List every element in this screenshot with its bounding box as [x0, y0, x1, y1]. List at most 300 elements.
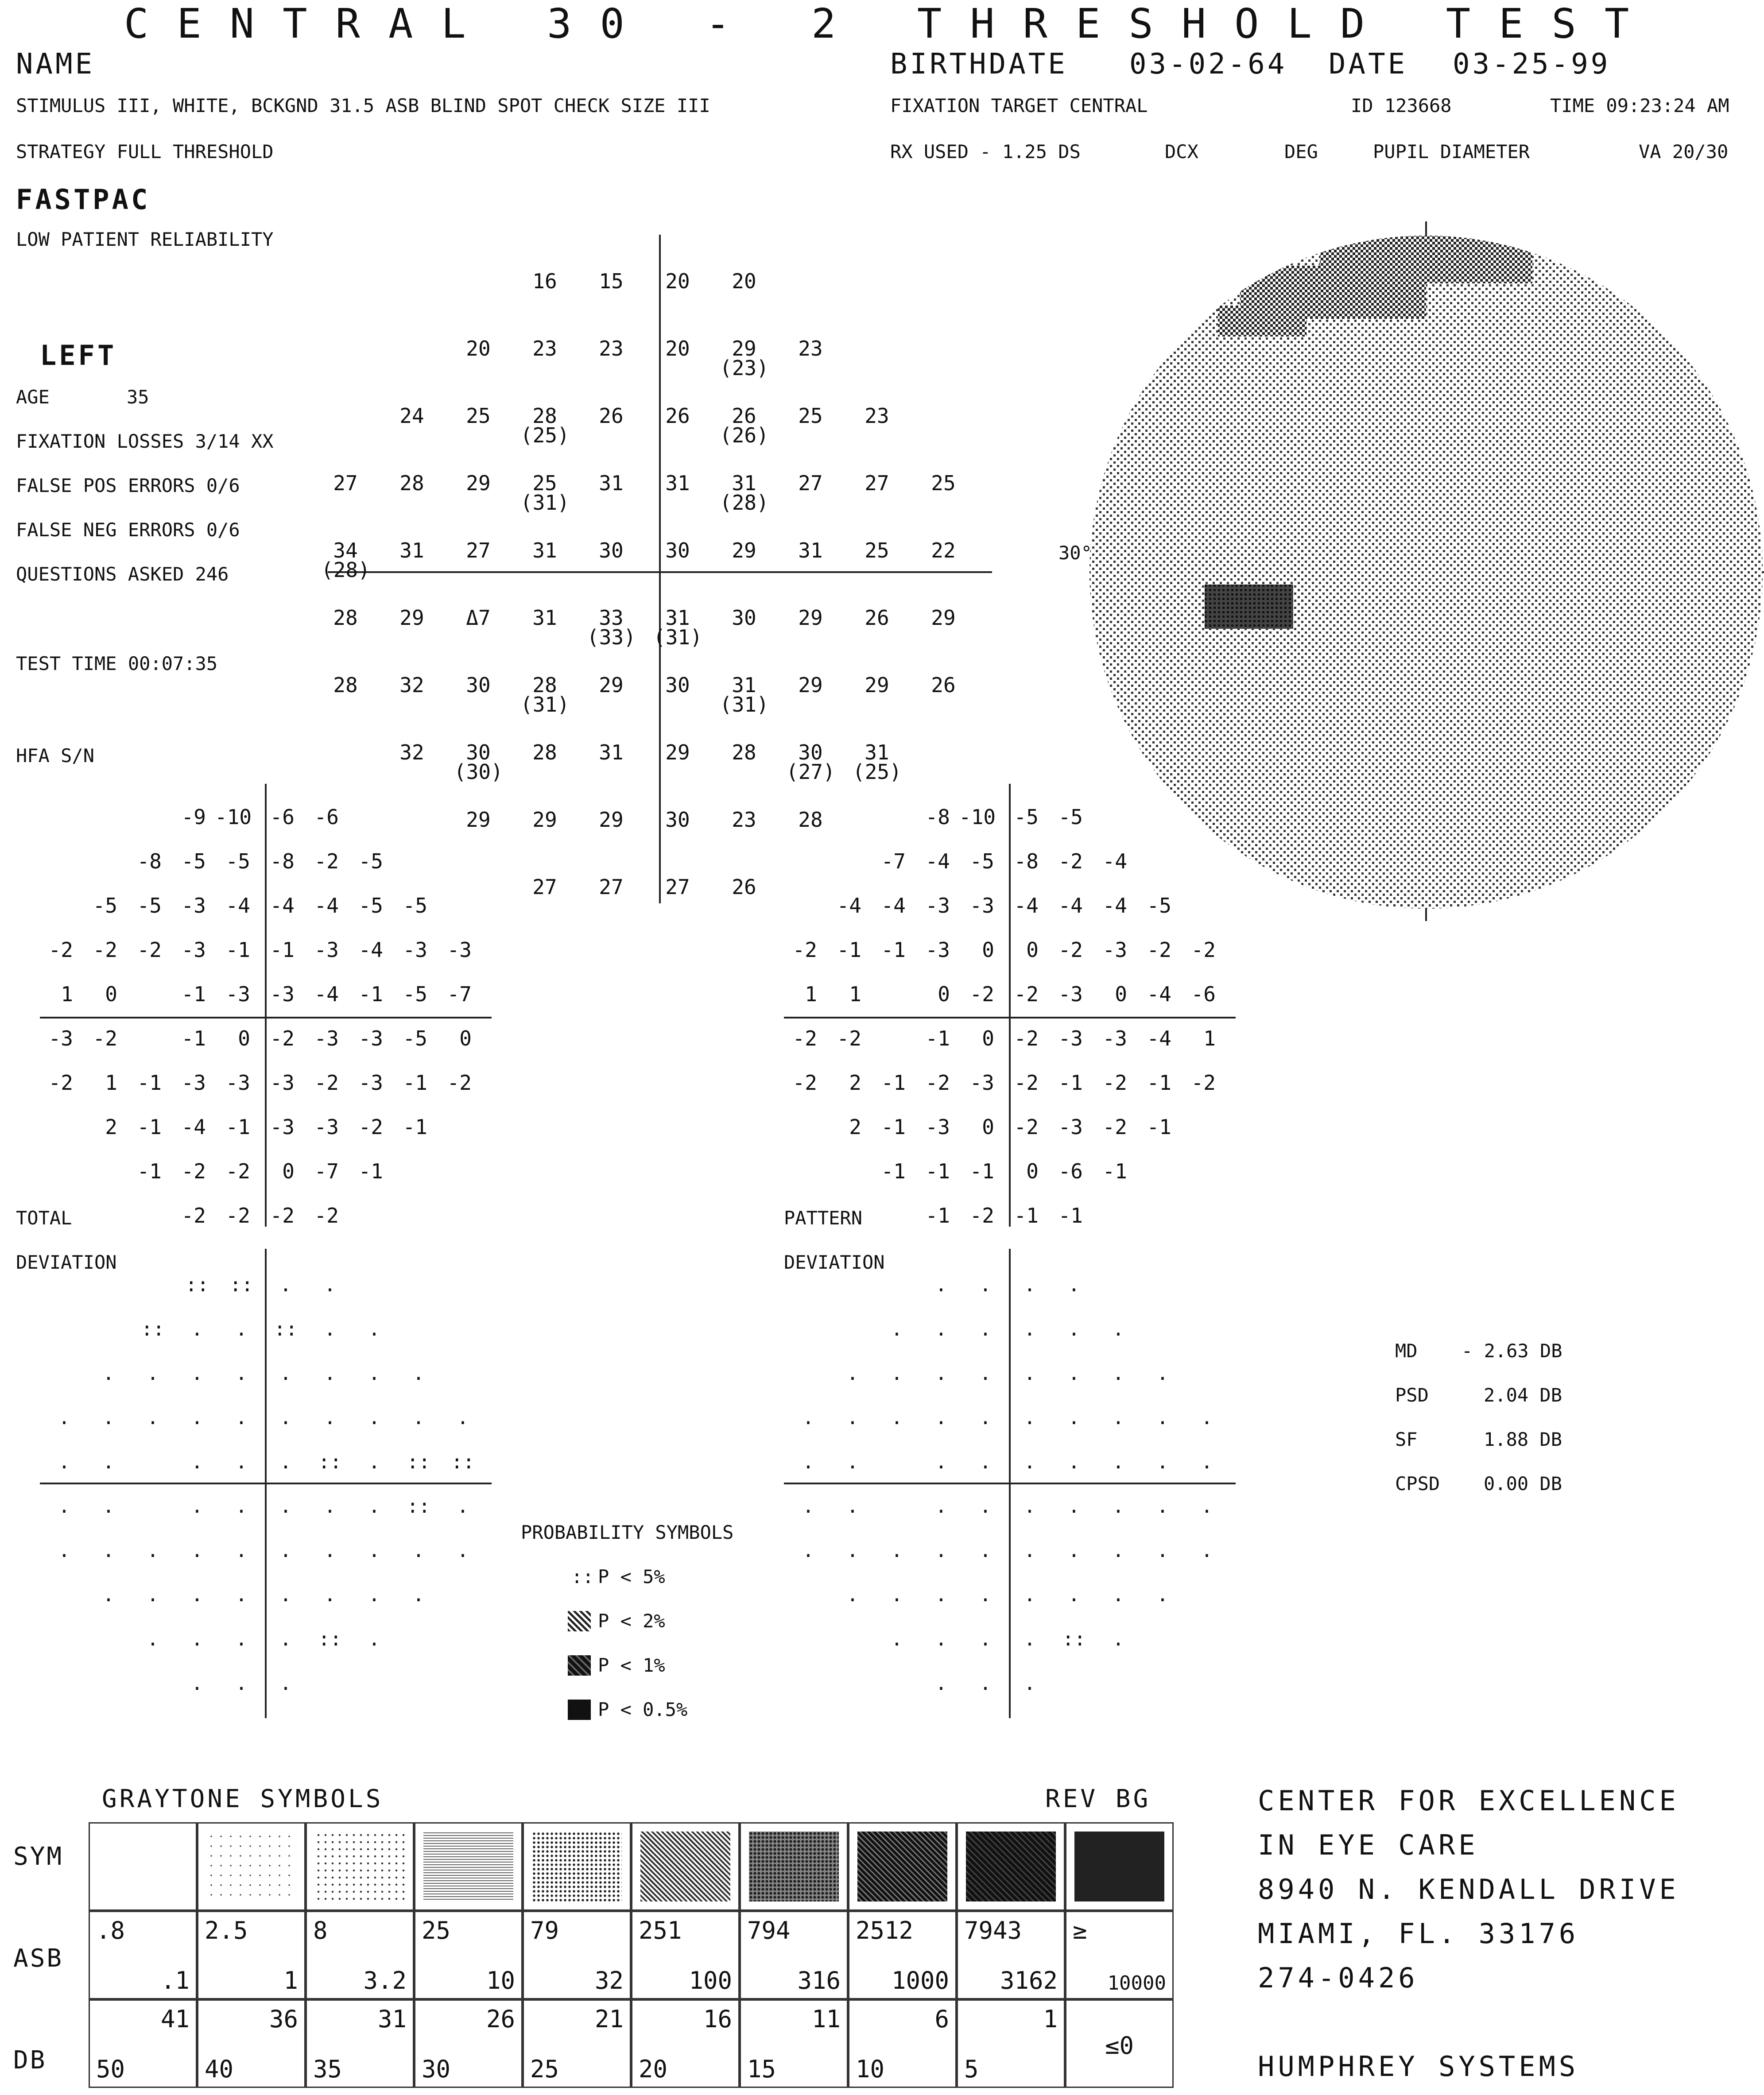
prob-normal-marker: . — [1201, 1539, 1213, 1562]
deviation-value: -4 — [270, 894, 295, 918]
threshold-value: 29 — [599, 673, 624, 697]
deviation-value: -2 — [447, 1071, 472, 1095]
deviation-value: -1 — [181, 982, 206, 1006]
prob-normal-marker: . — [1112, 1406, 1124, 1429]
total-label: TOTAL — [16, 1207, 72, 1229]
asb-bottom: 3162 — [1000, 1967, 1058, 1994]
prob-normal-marker: . — [1068, 1539, 1080, 1562]
prob-normal-marker: . — [191, 1672, 203, 1695]
prob-normal-marker: . — [1112, 1318, 1124, 1340]
graytone-title: GRAYTONE SYMBOLS — [102, 1785, 384, 1813]
deviation-value: -3 — [225, 1071, 250, 1095]
asb-cell — [306, 1911, 414, 1999]
db-bottom: 20 — [639, 2055, 668, 2083]
threshold-value: 29 — [466, 808, 491, 832]
db-cell — [89, 1999, 197, 2088]
deviation-value: -3 — [1058, 982, 1083, 1006]
deviation-value: -5 — [403, 894, 427, 918]
deviation-value: -2 — [137, 938, 162, 962]
sf-label: SF — [1395, 1429, 1418, 1450]
threshold-value: 27 — [798, 471, 823, 495]
deviation-value: -1 — [137, 1159, 162, 1183]
deviation-value: -2 — [969, 982, 994, 1006]
prob-1-label: P < 1% — [598, 1654, 665, 1676]
threshold-value: 28 — [399, 471, 424, 495]
fixation-losses: FIXATION LOSSES 3/14 XX — [16, 430, 274, 452]
deviation-value: 1 — [849, 982, 861, 1006]
prob-normal-marker: . — [279, 1451, 292, 1473]
prob-normal-marker: . — [846, 1584, 859, 1606]
graytone-swatch — [414, 1822, 523, 1911]
age-value: 35 — [127, 386, 149, 408]
prob-normal-marker: . — [1156, 1362, 1169, 1385]
prob-normal-marker: . — [1112, 1495, 1124, 1518]
asb-top: 2.5 — [205, 1917, 248, 1944]
prob-normal-marker: . — [979, 1495, 992, 1518]
total-deviation-label: DEVIATION — [16, 1251, 117, 1273]
threshold-value: 31 — [532, 538, 557, 562]
threshold-value: 26 — [599, 404, 624, 428]
psd-value: 2.04 DB — [1484, 1384, 1562, 1406]
deviation-value: 0 — [459, 1026, 472, 1050]
prob-normal-marker: . — [457, 1539, 469, 1562]
deviation-value: -2 — [792, 1026, 817, 1050]
threshold-value: 23 — [532, 337, 557, 360]
threshold-value: 25 — [865, 538, 889, 562]
asb-bottom: 100 — [689, 1967, 732, 1994]
threshold-value: 23 — [865, 404, 889, 428]
hfa-sn: HFA S/N — [16, 745, 95, 767]
deviation-value: -6 — [314, 805, 339, 829]
prob-normal-marker: . — [191, 1318, 203, 1340]
threshold-retest-value: (27) — [786, 760, 835, 784]
db-cell — [957, 1999, 1065, 2088]
prob-2-symbol — [568, 1611, 591, 1631]
graytone-swatch-fill — [857, 1832, 947, 1901]
deviation-value: -6 — [1191, 982, 1216, 1006]
threshold-retest-value: (25) — [520, 423, 570, 447]
deviation-value: -10 — [215, 805, 252, 829]
threshold-value: 31 — [399, 538, 424, 562]
prob-normal-marker: . — [324, 1318, 336, 1340]
threshold-value: 31 — [665, 606, 690, 630]
threshold-value: 25 — [532, 471, 557, 495]
asb-top: 794 — [747, 1917, 791, 1944]
threshold-value: 32 — [399, 740, 424, 764]
prob-normal-marker: . — [235, 1451, 248, 1473]
asb-cell — [523, 1911, 631, 1999]
db-cell — [740, 1999, 848, 2088]
threshold-value: 24 — [399, 404, 424, 428]
reliability-note: LOW PATIENT RELIABILITY — [16, 228, 274, 250]
deviation-value: -3 — [358, 1071, 383, 1095]
prob-normal-marker: . — [1156, 1584, 1169, 1606]
prob-normal-marker: . — [846, 1406, 859, 1429]
prob-normal-marker: . — [235, 1539, 248, 1562]
threshold-value: 20 — [732, 269, 756, 293]
prob-normal-marker: . — [368, 1495, 380, 1518]
deviation-value: -2 — [225, 1159, 250, 1183]
prob-normal-marker: . — [935, 1451, 947, 1473]
deviation-value: 0 — [1115, 982, 1127, 1006]
asb-bottom: 10 — [486, 1967, 515, 1994]
deviation-value: -1 — [1102, 1159, 1127, 1183]
deviation-value: -1 — [837, 938, 861, 962]
probability-symbols-title: PROBABILITY SYMBOLS — [521, 1522, 734, 1543]
db-cell — [197, 1999, 306, 2088]
deviation-value: -3 — [48, 1026, 73, 1050]
db-cell — [631, 1999, 740, 2088]
deviation-value: 0 — [238, 1026, 250, 1050]
prob-normal-marker: . — [147, 1362, 159, 1385]
db-cell — [848, 1999, 957, 2088]
prob-5-marker: :: — [1062, 1628, 1086, 1650]
threshold-value: 28 — [532, 404, 557, 428]
cpsd-label: CPSD — [1395, 1473, 1440, 1495]
threshold-value: 29 — [532, 808, 557, 832]
deviation-value: -2 — [1102, 1115, 1127, 1139]
deviation-value: -2 — [181, 1159, 206, 1183]
deviation-value: -3 — [925, 1115, 950, 1139]
visual-acuity: VA 20/30 — [1639, 141, 1729, 163]
prob-normal-marker: . — [891, 1539, 903, 1562]
graytone-swatch-fill — [423, 1832, 513, 1901]
prob-05-symbol — [568, 1700, 591, 1720]
deviation-value: -3 — [225, 982, 250, 1006]
prob-normal-marker: . — [891, 1584, 903, 1606]
db-cell — [1065, 1999, 1174, 2088]
db-cell — [523, 1999, 631, 2088]
graytone-swatch — [1065, 1822, 1174, 1911]
deviation-value: -2 — [837, 1026, 861, 1050]
false-neg-errors: FALSE NEG ERRORS 0/6 — [16, 519, 240, 541]
asb-bottom: .1 — [160, 1967, 190, 1994]
threshold-value: 29 — [798, 673, 823, 697]
prob-normal-marker: . — [891, 1406, 903, 1429]
deviation-value: -2 — [1014, 982, 1039, 1006]
prob-normal-marker: . — [324, 1406, 336, 1429]
asb-top: .8 — [96, 1917, 125, 1944]
prob-normal-marker: . — [1024, 1451, 1036, 1473]
graytone-swatch — [631, 1822, 740, 1911]
center-line2: IN EYE CARE — [1258, 1829, 1479, 1861]
prob-normal-marker: . — [1024, 1318, 1036, 1340]
prob-2-label: P < 2% — [598, 1610, 665, 1632]
deviation-value: -5 — [403, 1026, 427, 1050]
graytone-swatch-fill — [315, 1832, 405, 1901]
deviation-value: -4 — [358, 938, 383, 962]
prob-normal-marker: . — [979, 1362, 992, 1385]
prob-normal-marker: . — [935, 1406, 947, 1429]
db-top: 11 — [811, 2005, 841, 2033]
test-time-of-day: TIME 09:23:24 AM — [1550, 95, 1729, 116]
prob-5-marker: :: — [229, 1274, 253, 1296]
prob-normal-marker: . — [1201, 1451, 1213, 1473]
prob-normal-marker: . — [846, 1539, 859, 1562]
asb-cell — [957, 1911, 1065, 1999]
db-bottom: 15 — [747, 2055, 776, 2083]
prob-1-symbol — [568, 1655, 591, 1676]
prob-normal-marker: . — [935, 1362, 947, 1385]
prob-normal-marker: . — [979, 1274, 992, 1296]
threshold-retest-value: (31) — [653, 625, 702, 649]
threshold-retest-value: (28) — [321, 558, 370, 582]
deviation-value: -2 — [358, 1115, 383, 1139]
deviation-value: -1 — [969, 1159, 994, 1183]
deviation-value: -2 — [314, 1071, 339, 1095]
sf-value: 1.88 DB — [1484, 1429, 1562, 1450]
deviation-value: -2 — [1014, 1026, 1039, 1050]
deviation-value: -3 — [314, 938, 339, 962]
asb-cell — [1065, 1911, 1174, 1999]
prob-normal-marker: . — [147, 1539, 159, 1562]
threshold-value: 31 — [732, 673, 756, 697]
prob-normal-marker: . — [979, 1539, 992, 1562]
prob-normal-marker: . — [1024, 1539, 1036, 1562]
threshold-value: 33 — [599, 606, 624, 630]
db-row-label: DB — [13, 2046, 47, 2075]
deviation-value: -3 — [969, 894, 994, 918]
prob-normal-marker: . — [1156, 1451, 1169, 1473]
prob-normal-marker: . — [102, 1584, 115, 1606]
deviation-value: -2 — [93, 1026, 117, 1050]
deviation-value: -2 — [1191, 938, 1216, 962]
prob-normal-marker: . — [412, 1406, 425, 1429]
deviation-value: -1 — [1147, 1071, 1171, 1095]
threshold-value: 29 — [466, 471, 491, 495]
deviation-value: -2 — [270, 1204, 295, 1228]
threshold-value: 22 — [931, 538, 956, 562]
deviation-value: -2 — [314, 1204, 339, 1228]
deviation-value: -1 — [881, 1071, 906, 1095]
deviation-value: -1 — [225, 938, 250, 962]
threshold-retest-value: (28) — [720, 491, 769, 515]
deviation-value: -1 — [1147, 1115, 1171, 1139]
threshold-value: 27 — [466, 538, 491, 562]
deviation-value: -8 — [925, 805, 950, 829]
prob-05-label: P < 0.5% — [598, 1699, 688, 1720]
threshold-value: 30 — [466, 673, 491, 697]
threshold-value: 29 — [665, 740, 690, 764]
prob-normal-marker: . — [102, 1451, 115, 1473]
db-top: 21 — [594, 2005, 624, 2033]
prob-normal-marker: . — [102, 1362, 115, 1385]
deviation-value: 0 — [982, 1026, 994, 1050]
asb-bottom: 1000 — [891, 1967, 949, 1994]
deviation-value: -7 — [314, 1159, 339, 1183]
prob-normal-marker: . — [368, 1318, 380, 1340]
prob-5-marker: :: — [185, 1274, 209, 1296]
birthdate-label: BIRTHDATE — [890, 48, 1068, 81]
asb-top: 2512 — [856, 1917, 914, 1944]
prob-normal-marker: . — [1201, 1406, 1213, 1429]
asb-cell — [89, 1911, 197, 1999]
psd-label: PSD — [1395, 1384, 1429, 1406]
prob-normal-marker: . — [235, 1362, 248, 1385]
prob-normal-marker: . — [235, 1318, 248, 1340]
graytone-swatch-fill — [206, 1832, 296, 1901]
prob-normal-marker: . — [235, 1628, 248, 1650]
deviation-value: -5 — [225, 849, 250, 873]
graytone-swatch — [197, 1822, 306, 1911]
deviation-value: 0 — [105, 982, 117, 1006]
prob-normal-marker: . — [235, 1584, 248, 1606]
prob-normal-marker: . — [1068, 1451, 1080, 1473]
deviation-value: -3 — [925, 938, 950, 962]
prob-normal-marker: . — [279, 1495, 292, 1518]
threshold-value: 26 — [931, 673, 956, 697]
deviation-value: -4 — [314, 982, 339, 1006]
deg-label: DEG — [1284, 141, 1318, 163]
threshold-value: 29 — [798, 606, 823, 630]
fastpac-label: FASTPAC — [16, 183, 151, 216]
asb-bottom: 316 — [797, 1967, 841, 1994]
deviation-value: -1 — [403, 1071, 427, 1095]
prob-normal-marker: . — [1024, 1584, 1036, 1606]
threshold-value: 29 — [931, 606, 956, 630]
deviation-value: -2 — [1058, 849, 1083, 873]
deviation-value: 0 — [938, 982, 950, 1006]
prob-normal-marker: . — [368, 1406, 380, 1429]
threshold-value: 31 — [732, 471, 756, 495]
center-line5: 274-0426 — [1258, 1962, 1419, 1994]
deviation-value: 1 — [61, 982, 73, 1006]
asb-top: 8 — [313, 1917, 328, 1944]
threshold-value: 26 — [732, 875, 756, 899]
prob-normal-marker: . — [979, 1406, 992, 1429]
deviation-value: -2 — [1102, 1071, 1127, 1095]
deviation-value: -1 — [358, 1159, 383, 1183]
deviation-value: -2 — [969, 1204, 994, 1228]
threshold-value: 27 — [865, 471, 889, 495]
deviation-value: 2 — [849, 1115, 861, 1139]
threshold-retest-value: (31) — [520, 693, 570, 716]
prob-normal-marker: . — [368, 1584, 380, 1606]
prob-normal-marker: . — [58, 1539, 70, 1562]
deviation-value: -5 — [1147, 894, 1171, 918]
prob-normal-marker: . — [58, 1495, 70, 1518]
deviation-value: -3 — [925, 894, 950, 918]
prob-normal-marker: . — [935, 1584, 947, 1606]
prob-normal-marker: . — [1112, 1539, 1124, 1562]
center-line1: CENTER FOR EXCELLENCE — [1258, 1785, 1679, 1817]
deviation-value: -1 — [1058, 1204, 1083, 1228]
prob-normal-marker: . — [102, 1539, 115, 1562]
deviation-value: 0 — [982, 1115, 994, 1139]
prob-normal-marker: . — [891, 1318, 903, 1340]
eye-label: LEFT — [40, 339, 117, 372]
threshold-value: 27 — [333, 471, 358, 495]
prob-normal-marker: . — [457, 1495, 469, 1518]
deviation-value: -1 — [137, 1071, 162, 1095]
threshold-value: 30 — [732, 606, 756, 630]
prob-normal-marker: . — [235, 1672, 248, 1695]
deviation-value: -4 — [1102, 849, 1127, 873]
prob-normal-marker: . — [1024, 1274, 1036, 1296]
threshold-value: 28 — [532, 673, 557, 697]
prob-5-marker: :: — [318, 1628, 342, 1650]
prob-normal-marker: . — [235, 1495, 248, 1518]
deviation-value: -8 — [137, 849, 162, 873]
deviation-value: -5 — [1058, 805, 1083, 829]
asb-top: ≥ — [1073, 1917, 1087, 1944]
prob-normal-marker: . — [457, 1406, 469, 1429]
deviation-value: -3 — [969, 1071, 994, 1095]
deviation-value: -3 — [358, 1026, 383, 1050]
asb-top: 79 — [530, 1917, 559, 1944]
prob-normal-marker: . — [979, 1672, 992, 1695]
prob-normal-marker: . — [1024, 1495, 1036, 1518]
asb-bottom: 10000 — [1107, 1972, 1166, 1994]
prob-normal-marker: . — [1156, 1539, 1169, 1562]
prob-normal-marker: . — [368, 1362, 380, 1385]
md-label: MD — [1395, 1340, 1418, 1362]
prob-normal-marker: . — [846, 1362, 859, 1385]
db-top: 6 — [934, 2005, 949, 2033]
deviation-value: -3 — [181, 894, 206, 918]
threshold-value: 31 — [665, 471, 690, 495]
prob-normal-marker: . — [1201, 1495, 1213, 1518]
prob-normal-marker: . — [1024, 1672, 1036, 1695]
center-line6: HUMPHREY SYSTEMS — [1258, 2050, 1579, 2083]
deviation-value: -4 — [225, 894, 250, 918]
prob-normal-marker: . — [191, 1406, 203, 1429]
prob-normal-marker: . — [279, 1362, 292, 1385]
deviation-value: -1 — [403, 1115, 427, 1139]
deviation-value: -3 — [270, 1071, 295, 1095]
deviation-value: -6 — [1058, 1159, 1083, 1183]
deviation-value: 1 — [105, 1071, 117, 1095]
prob-normal-marker: . — [147, 1406, 159, 1429]
deviation-value: -4 — [1147, 982, 1171, 1006]
prob-normal-marker: . — [1112, 1362, 1124, 1385]
threshold-value: 30 — [665, 538, 690, 562]
prob-normal-marker: . — [191, 1584, 203, 1606]
asb-top: 7943 — [964, 1917, 1022, 1944]
prob-normal-marker: . — [58, 1451, 70, 1473]
threshold-value: 30 — [599, 538, 624, 562]
threshold-value: 28 — [333, 673, 358, 697]
prob-normal-marker: . — [935, 1274, 947, 1296]
prob-normal-marker: . — [935, 1495, 947, 1518]
deviation-value: -5 — [93, 894, 117, 918]
deviation-value: -7 — [447, 982, 472, 1006]
deviation-value: -3 — [1102, 938, 1127, 962]
threshold-value: 32 — [399, 673, 424, 697]
deviation-value: -2 — [792, 938, 817, 962]
deviation-value: -4 — [1014, 894, 1039, 918]
deviation-value: -4 — [925, 849, 950, 873]
center-line3: 8940 N. KENDALL DRIVE — [1258, 1873, 1679, 1905]
deviation-value: 2 — [849, 1071, 861, 1095]
threshold-value: 30 — [466, 740, 491, 764]
threshold-value: 29 — [732, 337, 756, 360]
date-label: DATE — [1329, 48, 1408, 81]
deviation-value: -3 — [403, 938, 427, 962]
prob-5-label: P < 5% — [598, 1566, 665, 1588]
deviation-value: -5 — [403, 982, 427, 1006]
deviation-value: -2 — [1058, 938, 1083, 962]
threshold-retest-value: (30) — [454, 760, 503, 784]
deviation-value: -2 — [93, 938, 117, 962]
threshold-value: 25 — [466, 404, 491, 428]
threshold-retest-value: (33) — [587, 625, 636, 649]
deviation-value: -4 — [314, 894, 339, 918]
prob-normal-marker: . — [979, 1318, 992, 1340]
threshold-value: Δ7 — [466, 606, 491, 630]
threshold-value: 29 — [599, 808, 624, 832]
db-last: ≤0 — [1105, 2032, 1134, 2060]
